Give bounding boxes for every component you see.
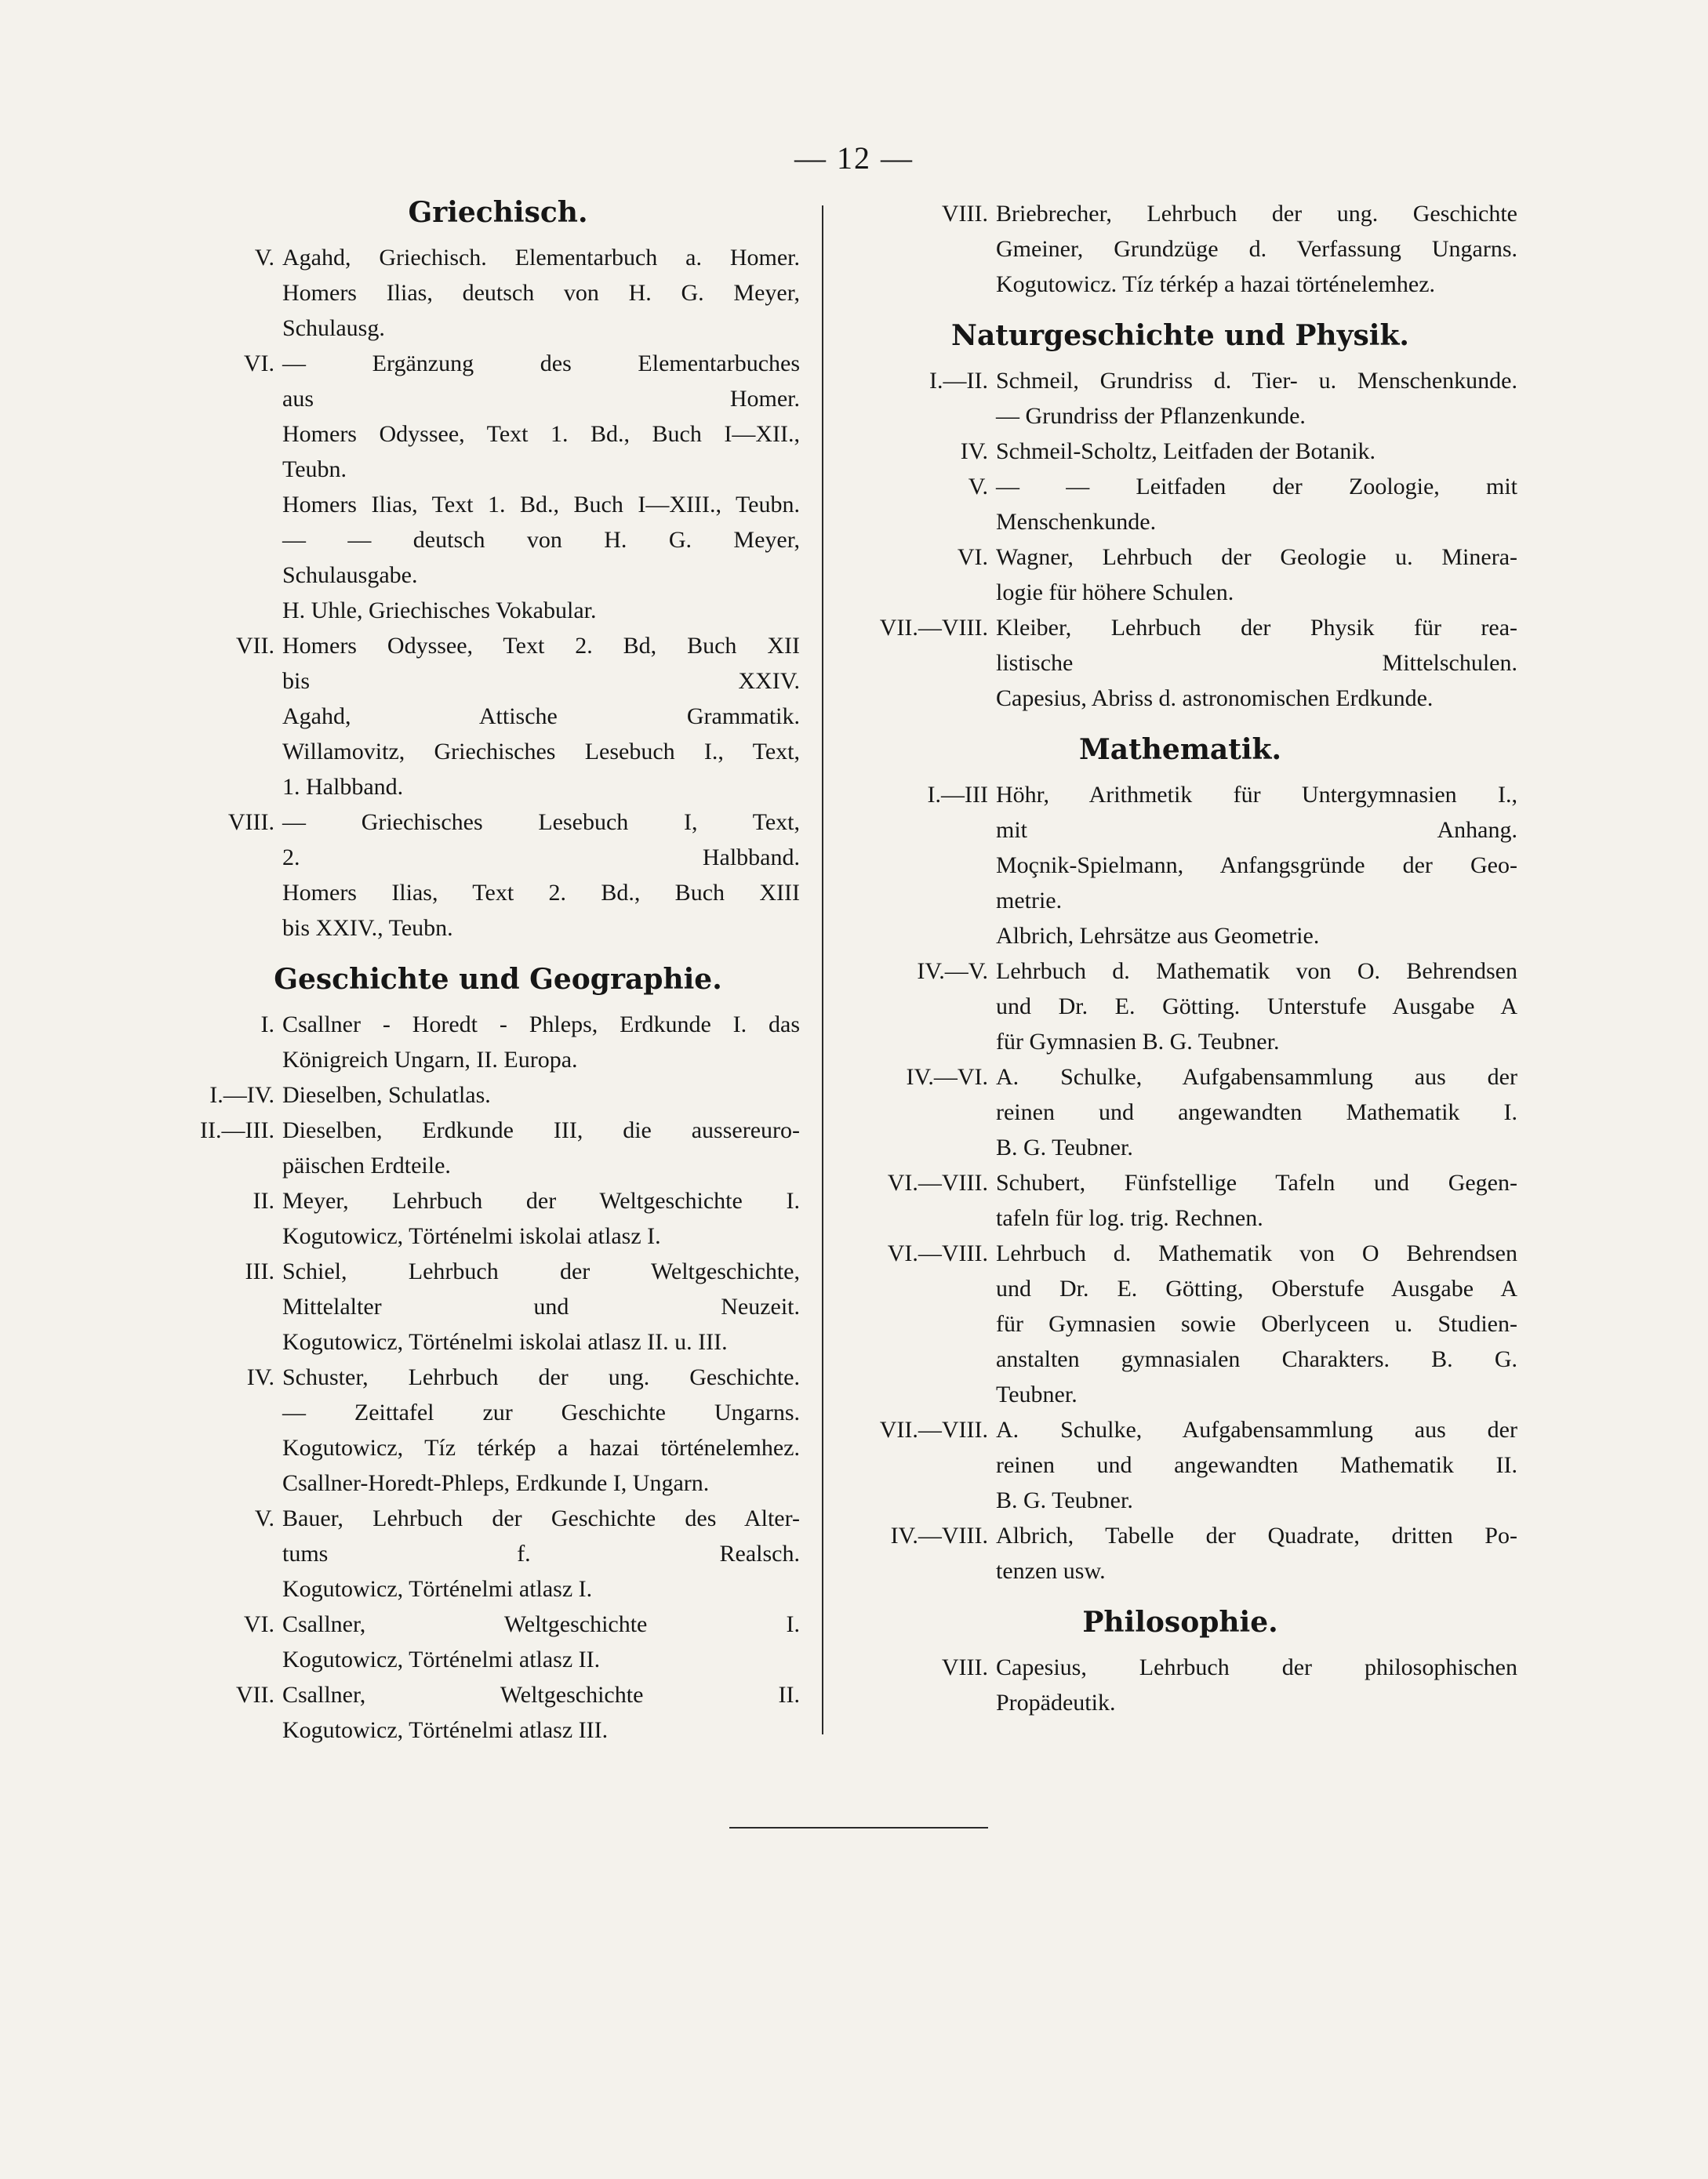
- entry-line: Homers Odyssee, Text 2. Bd, Buch XII: [282, 633, 800, 659]
- class-label: III.: [245, 1258, 274, 1284]
- entry-line: tums f. Realsch.: [282, 1541, 800, 1567]
- entry-line: — — Leitfaden der Zoologie, mit: [996, 474, 1517, 499]
- entry-text: [996, 610, 1517, 716]
- class-label: VII.: [235, 1682, 274, 1708]
- book-entry: [196, 1113, 800, 1183]
- class-label: VII.: [235, 633, 274, 659]
- entry-line: 1. Halbband.: [282, 774, 404, 800]
- entry-line: bis XXIV.: [282, 668, 800, 694]
- class-label: II.: [253, 1188, 274, 1214]
- entry-text: [996, 1059, 1517, 1165]
- book-entry: [196, 1183, 800, 1254]
- entry-text: [282, 1183, 800, 1254]
- entry-line: Capesius, Lehrbuch der philosophischen: [996, 1654, 1517, 1680]
- entry-line: Höhr, Arithmetik für Untergymnasien I.,: [996, 782, 1517, 808]
- class-label: V.: [968, 474, 988, 499]
- entry-line: Kogutowicz, Történelmi iskolai atlasz I.: [282, 1223, 661, 1249]
- entry-line: Homers Odyssee, Text 1. Bd., Buch I—XII.,: [282, 421, 800, 447]
- entry-line: 2. Halbband.: [282, 844, 800, 870]
- book-entry: [196, 1677, 800, 1748]
- entry-line: Moçnik-Spielmann, Anfangsgründe der Geo-: [996, 852, 1517, 878]
- class-label: IV.: [246, 1364, 274, 1390]
- book-entry: [843, 1518, 1517, 1589]
- entry-line: B. G. Teubner.: [996, 1487, 1133, 1513]
- entry-line: und Dr. E. Götting. Unterstufe Ausgabe A: [996, 993, 1517, 1019]
- entry-line: Propädeutik.: [996, 1690, 1116, 1716]
- entry-line: — Ergänzung des Elementarbuches: [282, 350, 800, 376]
- book-entry: [843, 953, 1517, 1059]
- entry-line: logie für höhere Schulen.: [996, 579, 1234, 605]
- entry-line: Albrich, Tabelle der Quadrate, dritten Po-: [996, 1523, 1517, 1549]
- entry-line: Homers Ilias, Text 2. Bd., Buch XIII: [282, 880, 800, 906]
- entry-line: Csallner - Horedt - Phleps, Erdkunde I. das: [282, 1011, 800, 1037]
- entry-line: H. Uhle, Griechisches Vokabular.: [282, 597, 597, 623]
- book-entry: [843, 610, 1517, 716]
- book-entry: [196, 1607, 800, 1677]
- entry-line: und Dr. E. Götting, Oberstufe Ausgabe A: [996, 1276, 1517, 1302]
- class-label: VI.: [243, 1611, 274, 1637]
- entry-line: tafeln für log. trig. Rechnen.: [996, 1205, 1263, 1231]
- class-label: VII.—VIII.: [879, 615, 988, 641]
- entry-line: Meyer, Lehrbuch der Weltgeschichte I.: [282, 1188, 800, 1214]
- entry-text: [282, 1077, 800, 1113]
- entry-line: — Zeittafel zur Geschichte Ungarns.: [282, 1400, 800, 1425]
- book-entry: [843, 469, 1517, 539]
- column-divider: [822, 205, 823, 1734]
- entry-text: [996, 363, 1517, 434]
- entry-text: [282, 628, 800, 804]
- entry-line: Csallner, Weltgeschichte II.: [282, 1682, 800, 1708]
- entry-line: A. Schulke, Aufgabensammlung aus der: [996, 1417, 1517, 1443]
- class-label: V.: [254, 245, 274, 271]
- class-label: I.—IV.: [209, 1082, 274, 1108]
- entry-line: B. G. Teubner.: [996, 1135, 1133, 1160]
- entry-line: für Gymnasien sowie Oberlyceen u. Studien-: [996, 1311, 1517, 1337]
- entry-line: Mittelalter und Neuzeit.: [282, 1294, 800, 1320]
- book-entry: [196, 1501, 800, 1607]
- book-entry: [196, 1360, 800, 1501]
- entry-line: Dieselben, Schulatlas.: [282, 1082, 491, 1108]
- section-heading: Philosophie.: [1082, 1606, 1278, 1639]
- class-label: I.—III: [927, 782, 988, 808]
- class-label: VI.: [243, 350, 274, 376]
- entry-line: Kogutowicz, Történelmi iskolai atlasz II. u. III.: [282, 1329, 728, 1355]
- entry-line: aus Homer.: [282, 386, 800, 412]
- entry-text: [282, 1360, 800, 1501]
- class-label: VIII.: [227, 809, 274, 835]
- entry-text: [282, 1113, 800, 1183]
- entry-text: [996, 1236, 1517, 1412]
- entry-line: Kogutowicz, Tíz térkép a hazai történelemhez.: [282, 1435, 800, 1461]
- entry-line: Dieselben, Erdkunde III, die aussereuro-: [282, 1117, 800, 1143]
- book-entry: [196, 1254, 800, 1360]
- entry-line: für Gymnasien B. G. Teubner.: [996, 1029, 1280, 1055]
- entry-line: Teubner.: [996, 1382, 1077, 1407]
- entry-line: anstalten gymnasialen Charakters. B. G.: [996, 1346, 1517, 1372]
- left-column: [196, 196, 800, 1748]
- entry-line: reinen und angewandten Mathematik I.: [996, 1099, 1517, 1125]
- entry-line: bis XXIV., Teubn.: [282, 915, 453, 941]
- entry-line: Albrich, Lehrsätze aus Geometrie.: [996, 923, 1320, 949]
- entry-line: Csallner, Weltgeschichte I.: [282, 1611, 800, 1637]
- entry-text: [282, 1501, 800, 1607]
- book-entry: [843, 196, 1517, 302]
- class-label: I.: [260, 1011, 274, 1037]
- book-entry: [843, 539, 1517, 610]
- entry-line: Kleiber, Lehrbuch der Physik für rea-: [996, 615, 1517, 641]
- entry-line: Kogutowicz, Történelmi atlasz II.: [282, 1647, 601, 1672]
- entry-line: Csallner-Horedt-Phleps, Erdkunde I, Ungarn.: [282, 1470, 710, 1496]
- entry-line: — Griechisches Lesebuch I, Text,: [282, 809, 800, 835]
- entry-text: [282, 1007, 800, 1077]
- right-column: [843, 196, 1517, 1720]
- entry-line: Wagner, Lehrbuch der Geologie u. Minera-: [996, 544, 1517, 570]
- entry-line: A. Schulke, Aufgabensammlung aus der: [996, 1064, 1517, 1090]
- book-entry: [843, 1165, 1517, 1236]
- entry-text: [282, 1607, 800, 1677]
- class-label: IV.—VI.: [906, 1064, 988, 1090]
- entry-line: tenzen usw.: [996, 1558, 1106, 1584]
- class-label: I.—II.: [929, 368, 988, 394]
- book-entry: [843, 1059, 1517, 1165]
- class-label: V.: [254, 1505, 274, 1531]
- entry-text: [282, 346, 800, 628]
- entry-line: päischen Erdteile.: [282, 1153, 451, 1178]
- page-number: — 12 —: [794, 140, 914, 176]
- section-heading: Mathematik.: [1078, 733, 1282, 766]
- entry-text: [996, 1165, 1517, 1236]
- entry-line: Schulausgabe.: [282, 562, 418, 588]
- entry-text: [996, 434, 1517, 469]
- entry-line: — — deutsch von H. G. Meyer,: [282, 527, 800, 553]
- class-label: II.—III.: [200, 1117, 274, 1143]
- book-entry: [843, 434, 1517, 469]
- class-label: VI.—VIII.: [887, 1170, 988, 1196]
- book-entry: [843, 1650, 1517, 1720]
- entry-line: Menschenkunde.: [996, 509, 1157, 535]
- entry-line: Kogutowicz, Történelmi atlasz III.: [282, 1717, 609, 1743]
- section-heading: Naturgeschichte und Physik.: [951, 319, 1409, 352]
- class-label: VI.—VIII.: [887, 1240, 988, 1266]
- section-heading: Griechisch.: [408, 196, 588, 229]
- book-entry: [196, 240, 800, 346]
- entry-line: Schulausg.: [282, 315, 385, 341]
- entry-text: [282, 804, 800, 946]
- class-label: VIII.: [941, 1654, 988, 1680]
- entry-line: Schuster, Lehrbuch der ung. Geschichte.: [282, 1364, 800, 1390]
- bottom-rule: [729, 1827, 988, 1829]
- entry-line: Willamovitz, Griechisches Lesebuch I., Text,: [282, 739, 800, 764]
- entry-text: [996, 1650, 1517, 1720]
- book-entry: [196, 1007, 800, 1077]
- class-label: VI.: [957, 544, 988, 570]
- entry-text: [282, 240, 800, 346]
- book-entry: [843, 1412, 1517, 1518]
- entry-line: Agahd, Attische Grammatik.: [282, 703, 800, 729]
- book-entry: [843, 1236, 1517, 1412]
- section-heading: Geschichte und Geographie.: [274, 963, 722, 996]
- entry-line: Teubn.: [282, 456, 347, 482]
- class-label: IV.—VIII.: [890, 1523, 988, 1549]
- book-entry: [196, 628, 800, 804]
- entry-line: mit Anhang.: [996, 817, 1517, 843]
- book-entry: [196, 1077, 800, 1113]
- book-entry: [196, 346, 800, 628]
- entry-line: Schmeil-Scholtz, Leitfaden der Botanik.: [996, 438, 1376, 464]
- entry-line: listische Mittelschulen.: [996, 650, 1517, 676]
- class-label: VII.—VIII.: [879, 1417, 988, 1443]
- book-entry: [843, 363, 1517, 434]
- entry-line: Capesius, Abriss d. astronomischen Erdkunde.: [996, 685, 1434, 711]
- entry-line: Bauer, Lehrbuch der Geschichte des Alter-: [282, 1505, 800, 1531]
- entry-line: Agahd, Griechisch. Elementarbuch a. Homer.: [282, 245, 800, 271]
- entry-line: reinen und angewandten Mathematik II.: [996, 1452, 1517, 1478]
- entry-line: Homers Ilias, deutsch von H. G. Meyer,: [282, 280, 800, 306]
- entry-line: Kogutowicz, Történelmi atlasz I.: [282, 1576, 593, 1602]
- entry-line: Schmeil, Grundriss d. Tier- u. Menschenkunde.: [996, 368, 1517, 394]
- entry-line: Königreich Ungarn, II. Europa.: [282, 1047, 578, 1073]
- entry-text: [996, 469, 1517, 539]
- entry-line: Briebrecher, Lehrbuch der ung. Geschichte: [996, 201, 1517, 227]
- entry-line: Homers Ilias, Text 1. Bd., Buch I—XIII., Teubn.: [282, 492, 800, 518]
- entry-text: [996, 196, 1517, 302]
- class-label: IV.—V.: [917, 958, 988, 984]
- entry-text: [996, 539, 1517, 610]
- entry-text: [996, 777, 1517, 953]
- book-entry: [843, 777, 1517, 953]
- class-label: IV.: [960, 438, 988, 464]
- entry-line: — Grundriss der Pflanzenkunde.: [996, 403, 1306, 429]
- entry-text: [996, 953, 1517, 1059]
- entry-line: Lehrbuch d. Mathematik von O Behrendsen: [996, 1240, 1517, 1266]
- book-entry: [196, 804, 800, 946]
- entry-line: Kogutowicz. Tíz térkép a hazai történelemhez.: [996, 271, 1436, 297]
- entry-text: [282, 1254, 800, 1360]
- entry-text: [282, 1677, 800, 1748]
- class-label: VIII.: [941, 201, 988, 227]
- entry-line: Schubert, Fünfstellige Tafeln und Gegen-: [996, 1170, 1517, 1196]
- entry-line: metrie.: [996, 888, 1063, 913]
- entry-line: Lehrbuch d. Mathematik von O. Behrendsen: [996, 958, 1517, 984]
- entry-line: Gmeiner, Grundzüge d. Verfassung Ungarns.: [996, 236, 1517, 262]
- entry-line: Schiel, Lehrbuch der Weltgeschichte,: [282, 1258, 800, 1284]
- entry-text: [996, 1518, 1517, 1589]
- entry-text: [996, 1412, 1517, 1518]
